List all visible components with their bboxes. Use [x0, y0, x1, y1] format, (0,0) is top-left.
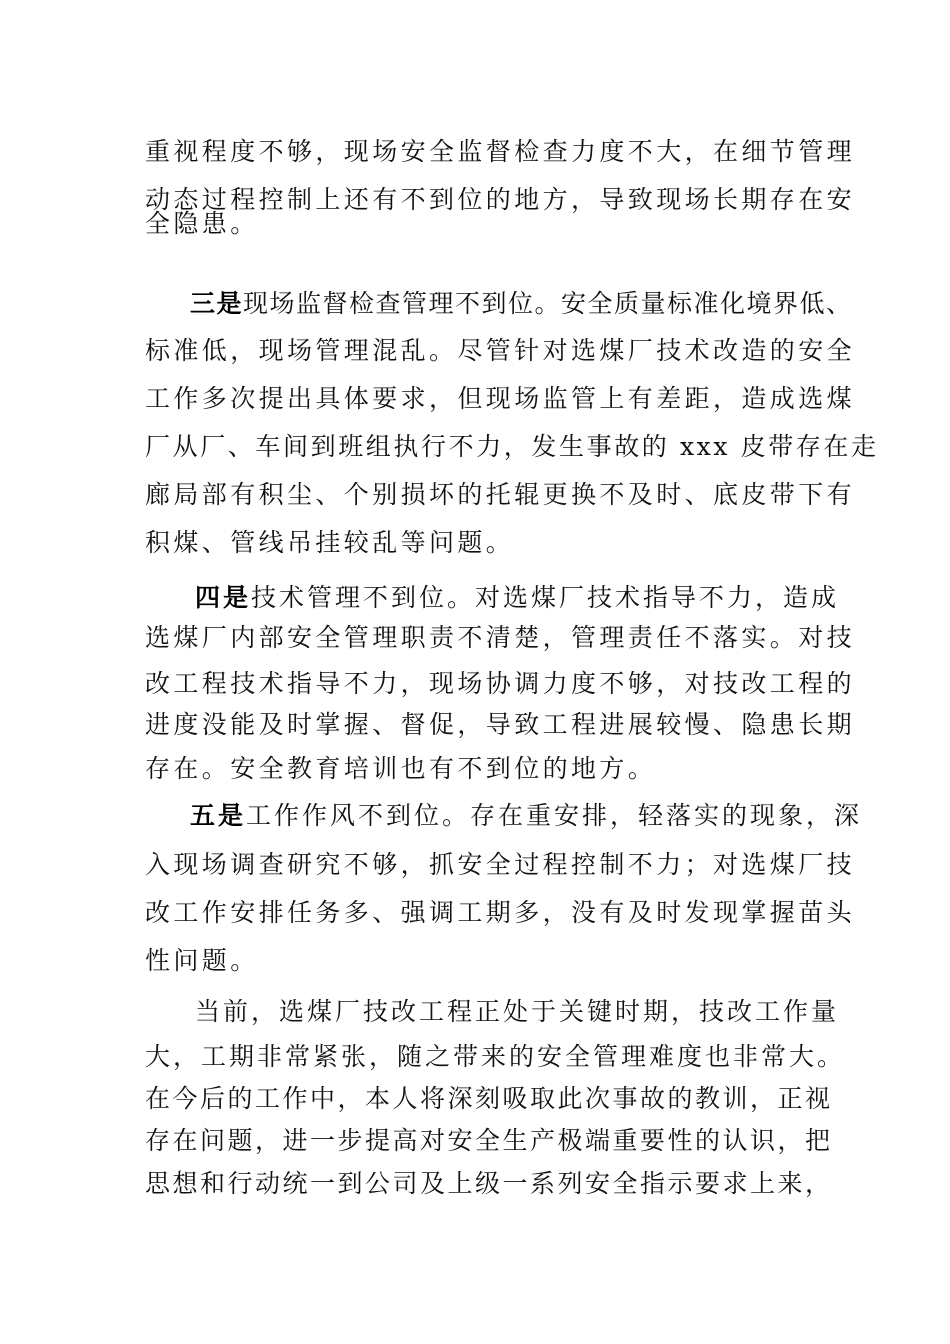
line-text: 当前，选煤厂技改工程正处于关键时期，技改工作量: [195, 997, 840, 1026]
line-text: 工作多次提出具体要求，但现场监管上有差距，造成选煤: [145, 384, 856, 413]
text-line: [145, 753, 656, 785]
text-line: [145, 335, 855, 367]
line-text: 改工作安排任务多、强调工期多，没有及时发现掌握苗头: [145, 898, 856, 927]
line-text: 进度没能及时掌握、督促，导致工程进展较慢、隐患长期: [145, 710, 856, 739]
line-text: 入现场调查研究不够，抓安全过程控制不力；对选煤厂技: [145, 850, 856, 879]
line-text: 重视程度不够，现场安全监督检查力度不大，在细节管理: [145, 137, 856, 166]
line-text: 厂从厂、车间到班组执行不力，发生事故的 xxx 皮带存在走: [145, 432, 879, 461]
text-line: [190, 800, 862, 832]
line-text: 存在问题，进一步提高对安全生产极端重要性的认识，把: [145, 1126, 833, 1155]
line-text: 思想和行动统一到公司及上级一系列安全指示要求上来，: [145, 1169, 833, 1198]
text-line: [145, 622, 855, 654]
line-text: 现场监督检查管理不到位。安全质量标准化境界低、: [243, 289, 853, 318]
line-text: 选煤厂内部安全管理职责不清楚，管理责任不落实。对技: [145, 623, 856, 652]
text-line: [145, 136, 855, 168]
text-line: [145, 1125, 833, 1157]
line-text: 大，工期非常紧张，随之带来的安全管理难度也非常大。: [145, 1042, 846, 1071]
text-line: [145, 527, 514, 559]
text-line: [145, 1168, 833, 1200]
text-line: [195, 582, 839, 614]
paragraph-lead: 四是: [195, 583, 252, 612]
text-line: [195, 996, 839, 1028]
line-text: 技术管理不到位。对选煤厂技术指导不力，造成: [251, 583, 840, 612]
text-line: [145, 479, 855, 511]
line-text: 性问题。: [145, 946, 259, 975]
paragraph-lead: 三是: [190, 289, 244, 318]
text-line: [145, 668, 855, 700]
line-text: 存在。安全教育培训也有不到位的地方。: [145, 754, 657, 783]
text-line: [145, 897, 855, 929]
text-line: [145, 945, 259, 977]
line-text: 动态过程控制上还有不到位的地方，导致现场长期存在安: [145, 185, 856, 214]
text-line: [145, 431, 879, 463]
text-line: [145, 709, 855, 741]
line-text: 积煤、管线吊挂较乱等问题。: [145, 528, 515, 557]
line-text: 标准低，现场管理混乱。尽管针对选煤厂技术改造的安全: [145, 336, 856, 365]
paragraph-lead: 五是: [190, 801, 247, 830]
line-text: 全隐患。: [145, 209, 259, 238]
text-line: [145, 383, 855, 415]
line-text: 工作作风不到位。存在重安排，轻落实的现象，深: [246, 801, 863, 830]
line-text: 廊局部有积尘、个别损坏的托辊更换不及时、底皮带下有: [145, 480, 856, 509]
text-line: [145, 1083, 833, 1115]
text-line: [190, 288, 853, 320]
text-line: [145, 849, 855, 881]
line-text: 改工程技术指导不力，现场协调力度不够，对技改工程的: [145, 669, 856, 698]
text-line: [145, 1041, 845, 1073]
line-text: 在今后的工作中，本人将深刻吸取此次事故的教训，正视: [145, 1084, 833, 1113]
text-line: [145, 208, 259, 240]
